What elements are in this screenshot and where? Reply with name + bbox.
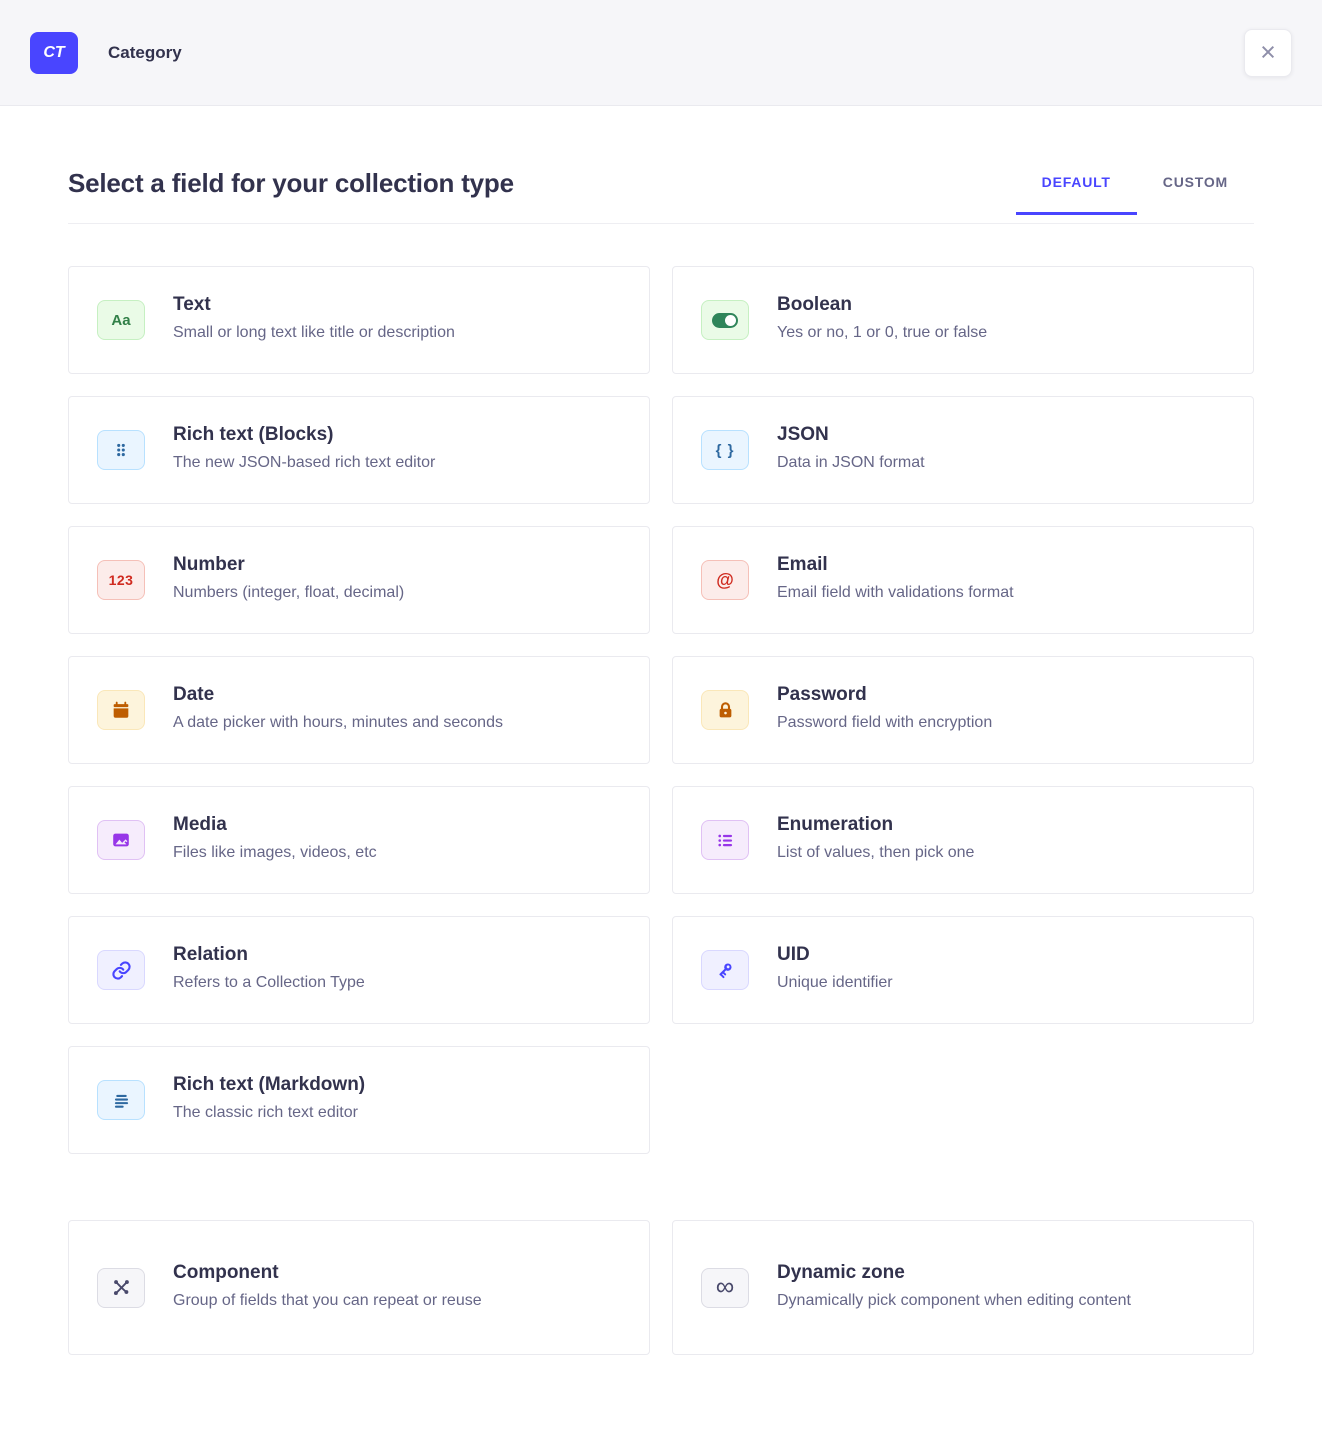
field-card-component[interactable] [68,1220,650,1355]
field-card-richtext-blocks[interactable] [68,396,650,504]
link-icon [97,950,145,990]
field-description: Yes or no, 1 or 0, true or false [777,324,988,342]
field-card-password[interactable] [672,656,1254,764]
number-123-icon: 123 [97,560,145,600]
field-card-richtext-markdown[interactable] [68,1046,650,1154]
field-description: Data in JSON format [777,454,925,472]
field-title: Media [173,814,227,836]
infinity-icon: ∞ [701,1268,749,1308]
field-title: Text [173,294,211,316]
field-card-uid[interactable] [672,916,1254,1024]
field-description: List of values, then pick one [777,844,975,862]
field-title: Rich text (Blocks) [173,424,334,446]
field-card-boolean[interactable] [672,266,1254,374]
content-type-name: Category [108,42,182,62]
field-title: Dynamic zone [777,1261,905,1283]
close-button[interactable] [1244,29,1292,77]
field-description: A date picker with hours, minutes and seconds [173,714,503,732]
picture-icon [97,820,145,860]
boolean-toggle-icon [701,300,749,340]
field-card-media[interactable] [68,786,650,894]
dialog-body [0,168,1322,1355]
field-title: Enumeration [777,814,894,836]
tab-custom[interactable]: CUSTOM [1162,174,1228,190]
field-description: Numbers (integer, float, decimal) [173,584,405,602]
close-icon: × [1260,37,1276,67]
field-title: JSON [777,424,829,446]
calendar-icon [97,690,145,730]
content-type-badge-label: CT [43,43,65,61]
dialog-header [0,0,1322,106]
tab-default[interactable]: DEFAULT [1016,168,1137,215]
blocks-dots-icon [97,430,145,470]
lock-icon [701,690,749,730]
component-nodes-icon [97,1268,145,1308]
field-title: UID [777,944,810,966]
field-title: Rich text (Markdown) [173,1074,366,1096]
field-card-number[interactable] [68,526,650,634]
field-title: Relation [173,944,248,966]
tab-list [1016,168,1254,214]
json-braces-icon: { } [701,430,749,470]
content-type-badge [30,32,78,74]
field-description: Email field with validations format [777,584,1014,602]
field-description: Files like images, videos, etc [173,844,377,862]
field-description: Group of fields that you can repeat or reuse [173,1291,482,1309]
key-icon [701,950,749,990]
field-card-text[interactable] [68,266,650,374]
advanced-field-grid [68,1220,1254,1355]
field-title: Number [173,554,245,576]
field-title: Component [173,1261,279,1283]
field-description: Dynamically pick component when editing content [777,1291,1131,1309]
paragraph-lines-icon [97,1080,145,1120]
bullet-list-icon [701,820,749,860]
field-card-date[interactable] [68,656,650,764]
field-description: Unique identifier [777,974,893,992]
field-description: Refers to a Collection Type [173,974,365,992]
field-description: Password field with encryption [777,714,993,732]
field-card-email[interactable] [672,526,1254,634]
field-card-dynamic-zone[interactable] [672,1220,1254,1355]
field-description: Small or long text like title or description [173,324,455,342]
title-row [68,168,1254,224]
field-card-json[interactable] [672,396,1254,504]
page-title: Select a field for your collection type [68,168,514,198]
text-field-icon: Aa [97,300,145,340]
field-card-relation[interactable] [68,916,650,1024]
field-title: Password [777,684,867,706]
email-at-icon: @ [701,560,749,600]
field-title: Date [173,684,215,706]
field-title: Email [777,554,828,576]
field-card-enumeration[interactable] [672,786,1254,894]
field-description: The new JSON-based rich text editor [173,454,436,472]
field-description: The classic rich text editor [173,1104,358,1122]
field-title: Boolean [777,294,852,316]
field-type-grid [68,266,1254,1154]
